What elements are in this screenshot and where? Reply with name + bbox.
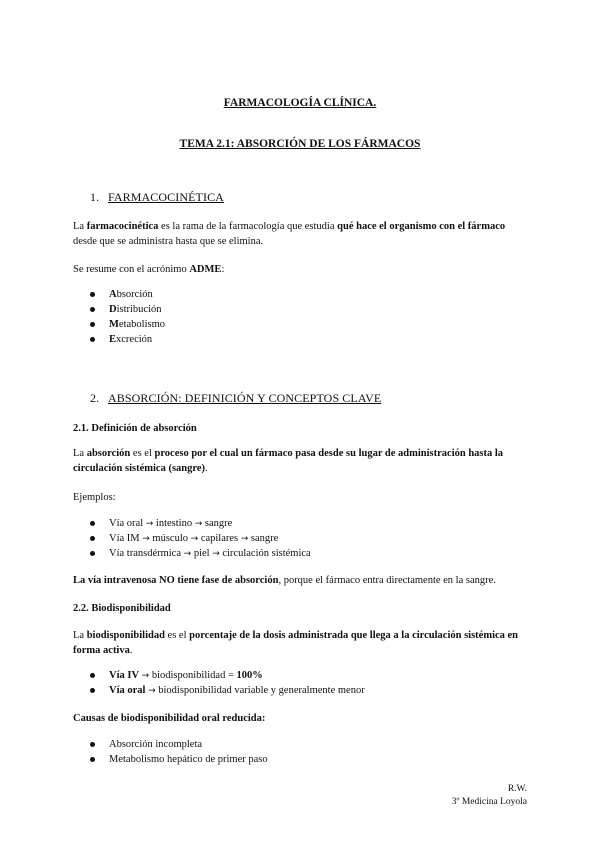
list-item: Vía transdérmica → piel → circulación sistémica (90, 546, 311, 561)
list-item: Absorción incompleta (90, 737, 268, 752)
subsection-2-1-heading: 2.1. Definición de absorción (73, 423, 197, 434)
causes-list (90, 737, 268, 767)
arrow-icon: → (240, 534, 249, 544)
arrow-icon: → (142, 534, 150, 544)
list-item: Metabolismo (90, 317, 165, 332)
arrow-icon: → (190, 534, 199, 544)
list-item: Vía IM → músculo → capilares → sangre (90, 531, 311, 546)
paragraph-farmacocinetica: La farmacocinética es la rama de la farmacología que estudia qué hace el organismo con el fármaco desde que se administra hasta que se elimina. (73, 221, 506, 248)
arrow-icon: → (183, 549, 192, 559)
arrow-icon: → (141, 671, 150, 681)
paragraph-absorcion-definition: La absorción es el proceso por el cual un fármaco pasa desde su lugar de administración hasta la circulación sistémica (sangre). (73, 448, 504, 475)
list-item: Distribución (90, 302, 165, 317)
page-footer (452, 783, 527, 810)
arrow-icon: → (194, 519, 203, 529)
section-2-title: ABSORCIÓN: DEFINICIÓN Y CONCEPTOS CLAVE (108, 391, 382, 405)
document-title: FARMACOLOGÍA CLÍNICA. (223, 97, 377, 109)
adme-list (90, 287, 165, 347)
examples-list (90, 516, 311, 561)
examples-label: Ejemplos: (73, 492, 116, 503)
list-item: Vía oral → intestino → sangre (90, 516, 311, 531)
arrow-icon: → (212, 549, 220, 559)
section-2-number: 2. (90, 391, 100, 405)
author-initials: R.W. (507, 784, 527, 794)
section-1-title: FARMACOCINÉTICA (108, 190, 224, 204)
course-label: 3º Medicina Loyola (451, 797, 527, 808)
biodisponibilidad-list (90, 668, 365, 698)
causes-heading: Causas de biodisponibilidad oral reducida: (73, 713, 266, 724)
list-item: Excreción (90, 332, 165, 347)
paragraph-iv-note: La vía intravenosa NO tiene fase de absorción, porque el fármaco entra directamente en la sangre. (73, 575, 496, 586)
arrow-icon: → (145, 519, 154, 529)
list-item: Absorción (90, 287, 165, 302)
section-2-heading (90, 390, 381, 407)
list-item: Vía oral → biodisponibilidad variable y generalmente menor (90, 683, 365, 698)
paragraph-biodisponibilidad: La biodisponibilidad es el porcentaje de la dosis administrada que llega a la circulación sistémica en forma activa. (73, 630, 519, 657)
section-1-heading (90, 189, 224, 206)
arrow-icon: → (148, 686, 156, 696)
list-item: Vía IV → biodisponibilidad = 100% (90, 668, 365, 683)
section-1-number: 1. (90, 190, 100, 204)
document-subtitle: TEMA 2.1: ABSORCIÓN DE LOS FÁRMACOS (179, 138, 421, 150)
subsection-2-2-heading: 2.2. Biodisponibilidad (73, 603, 171, 614)
list-item: Metabolismo hepático de primer paso (90, 752, 268, 767)
paragraph-adme: Se resume con el acrónimo ADME: (73, 264, 225, 275)
